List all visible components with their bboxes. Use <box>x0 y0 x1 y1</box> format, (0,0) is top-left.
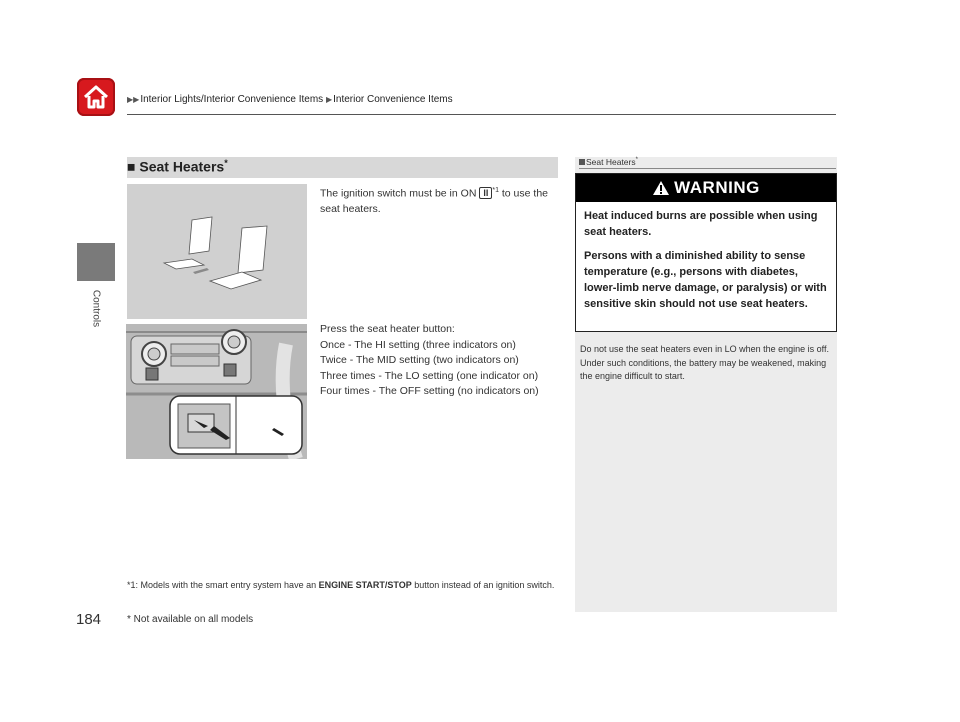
intro-text-after: to use the seat heaters. <box>320 187 549 215</box>
console-illustration-drawing <box>126 324 307 459</box>
breadcrumb <box>127 94 453 105</box>
section-title <box>127 158 228 175</box>
instruction-line: Twice - The MID setting (two indicators on) <box>320 354 519 366</box>
double-chevron-icon: ▶▶ <box>127 95 140 104</box>
seat-illustration <box>127 184 307 319</box>
panel-divider <box>579 168 836 169</box>
panel-heading <box>579 157 638 167</box>
asterisk-mark: * <box>635 157 638 164</box>
footnote-bold: ENGINE START/STOP <box>318 580 412 590</box>
warning-text: Heat induced burns are possible when using seat heaters. <box>584 210 818 238</box>
footnote-text-before: *1: Models with the smart entry system have an <box>127 580 319 590</box>
footnote-text-after: button instead of an ignition switch. <box>411 580 555 590</box>
instruction-line: Four times - The OFF setting (no indicators on) <box>320 385 539 397</box>
warning-text: Persons with a diminished ability to sense temperature (e.g., persons with diabetes, lower-limb nerve damage, or paralysis) or with sensitive skin should not use seat heaters. <box>584 250 827 310</box>
chapter-label: Controls <box>90 289 102 328</box>
breadcrumb-item[interactable]: Interior Convenience Items <box>333 94 453 105</box>
instruction-line: Three times - The LO setting (one indicator on) <box>320 369 539 382</box>
intro-paragraph <box>320 183 560 218</box>
warning-box <box>575 173 837 332</box>
seat-illustration-drawing <box>127 184 307 319</box>
section-title-text: Seat Heaters <box>139 158 225 175</box>
home-button[interactable] <box>77 78 115 116</box>
header-divider <box>127 114 836 115</box>
ignition-key-label: II <box>479 187 492 199</box>
asterisk-mark: * <box>224 158 228 168</box>
warning-title: WARNING <box>674 178 760 197</box>
warning-body <box>584 208 829 320</box>
instructions <box>320 322 565 400</box>
instruction-line: Once - The HI setting (three indicators on) <box>320 338 516 351</box>
panel-heading-text: Seat Heaters <box>586 157 636 167</box>
warning-triangle-icon <box>652 180 670 196</box>
intro-text-before: The ignition switch must be in ON <box>320 187 480 200</box>
page-number: 184 <box>76 611 102 628</box>
chapter-tab[interactable] <box>77 243 115 281</box>
footnote <box>127 578 567 593</box>
panel-note: Do not use the seat heaters even in LO when the engine is off. Under such conditions, the battery may be weakened, making the engine difficult to start. <box>580 344 829 381</box>
availability-note: * Not available on all models <box>127 614 254 625</box>
home-icon <box>81 82 111 112</box>
footnote-ref: *1 <box>492 187 499 194</box>
chevron-icon: ▶ <box>325 95 333 104</box>
console-illustration <box>126 324 307 459</box>
breadcrumb-item[interactable]: Interior Lights/Interior Convenience Items <box>140 94 324 105</box>
instruction-line: Press the seat heater button: <box>320 323 455 335</box>
warning-header <box>576 174 836 202</box>
note-marker-icon <box>579 159 585 165</box>
heading-square-icon: ■ <box>127 158 136 175</box>
